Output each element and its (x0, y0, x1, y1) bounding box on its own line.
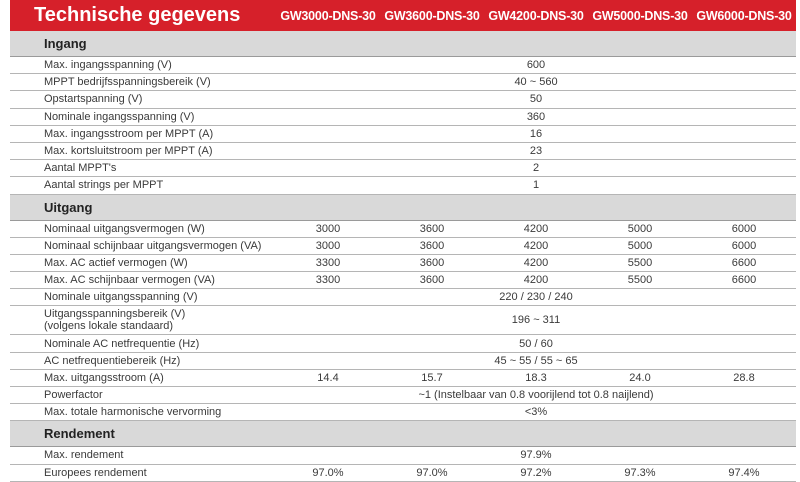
section-header-uitgang (10, 194, 796, 220)
row-value: 97.9% (276, 447, 796, 464)
row-value: 45 ~ 55 / 55 ~ 65 (276, 352, 796, 369)
row-value: 97.3% (588, 464, 692, 481)
table-row (10, 237, 796, 254)
row-value: 3000 (276, 220, 380, 237)
row-label: Aantal strings per MPPT (10, 177, 276, 194)
spec-table (10, 0, 796, 482)
row-value: 4200 (484, 220, 588, 237)
table-row (10, 160, 796, 177)
row-value: 18.3 (484, 369, 588, 386)
row-value: 3600 (380, 220, 484, 237)
table-row (10, 91, 796, 108)
table-row (10, 464, 796, 481)
row-label: Nominale ingangsspanning (V) (10, 108, 276, 125)
row-value: 4200 (484, 237, 588, 254)
table-row (10, 125, 796, 142)
table-row (10, 335, 796, 352)
row-value: 3600 (380, 237, 484, 254)
row-label: Aantal MPPT's (10, 160, 276, 177)
row-label: Nominaal uitgangsvermogen (W) (10, 220, 276, 237)
table-row (10, 289, 796, 306)
model-header: GW3000-DNS-30 (276, 0, 380, 31)
row-label: Opstartspanning (V) (10, 91, 276, 108)
row-value: 14.4 (276, 369, 380, 386)
page-title: Technische gegevens (10, 0, 276, 31)
row-label: Nominaal schijnbaar uitgangsvermogen (VA) (10, 237, 276, 254)
table-row (10, 254, 796, 271)
row-value: 97.0% (276, 464, 380, 481)
row-label: Max. rendement (10, 447, 276, 464)
table-row (10, 272, 796, 289)
section-title: Ingang (10, 31, 796, 57)
model-header: GW3600-DNS-30 (380, 0, 484, 31)
row-value: 5000 (588, 237, 692, 254)
table-row (10, 142, 796, 159)
table-header (10, 0, 796, 31)
row-value: 3300 (276, 254, 380, 271)
table-row (10, 352, 796, 369)
row-value: <3% (276, 404, 796, 421)
model-header: GW4200-DNS-30 (484, 0, 588, 31)
section-title: Uitgang (10, 194, 796, 220)
row-label: Max. ingangsspanning (V) (10, 57, 276, 74)
row-value: 6000 (692, 237, 796, 254)
row-value: 28.8 (692, 369, 796, 386)
row-value: 6600 (692, 272, 796, 289)
table-row (10, 177, 796, 194)
row-value: 97.2% (484, 464, 588, 481)
row-value: 5500 (588, 272, 692, 289)
row-label-line: Uitgangsspanningsbereik (V) (44, 308, 186, 321)
table-row (10, 369, 796, 386)
row-value: ~1 (Instelbaar van 0.8 voorijlend tot 0.8 naijlend) (276, 387, 796, 404)
row-value: 3600 (380, 254, 484, 271)
row-label: MPPT bedrijfsspanningsbereik (V) (10, 74, 276, 91)
row-value: 360 (276, 108, 796, 125)
section-title: Rendement (10, 421, 796, 447)
row-label: Max. AC actief vermogen (W) (10, 254, 276, 271)
table-row (10, 220, 796, 237)
row-label: Powerfactor (10, 387, 276, 404)
row-value: 4200 (484, 254, 588, 271)
table-row (10, 57, 796, 74)
row-value: 4200 (484, 272, 588, 289)
table-row (10, 306, 796, 335)
row-value: 3600 (380, 272, 484, 289)
row-value: 97.4% (692, 464, 796, 481)
model-header: GW6000-DNS-30 (692, 0, 796, 31)
row-value: 15.7 (380, 369, 484, 386)
row-value: 50 (276, 91, 796, 108)
table-row (10, 387, 796, 404)
row-value: 6600 (692, 254, 796, 271)
row-value: 6000 (692, 220, 796, 237)
section-header-rendement (10, 421, 796, 447)
table-row (10, 74, 796, 91)
row-label (10, 306, 276, 335)
row-value: 24.0 (588, 369, 692, 386)
row-value: 3000 (276, 237, 380, 254)
row-value: 5000 (588, 220, 692, 237)
row-label: Max. uitgangsstroom (A) (10, 369, 276, 386)
section-header-ingang (10, 31, 796, 57)
row-value: 50 / 60 (276, 335, 796, 352)
row-label: Europees rendement (10, 464, 276, 481)
row-label: Max. AC schijnbaar vermogen (VA) (10, 272, 276, 289)
table-row (10, 404, 796, 421)
row-value: 23 (276, 142, 796, 159)
row-value: 40 ~ 560 (276, 74, 796, 91)
row-value: 220 / 230 / 240 (276, 289, 796, 306)
row-value: 97.0% (380, 464, 484, 481)
model-header: GW5000-DNS-30 (588, 0, 692, 31)
row-value: 196 ~ 311 (276, 306, 796, 335)
row-value: 2 (276, 160, 796, 177)
table-row (10, 447, 796, 464)
row-value: 1 (276, 177, 796, 194)
row-label: AC netfrequentiebereik (Hz) (10, 352, 276, 369)
table-row (10, 108, 796, 125)
row-label: Nominale AC netfrequentie (Hz) (10, 335, 276, 352)
row-label: Max. ingangsstroom per MPPT (A) (10, 125, 276, 142)
row-label: Max. totale harmonische vervorming (10, 404, 276, 421)
row-label: Nominale uitgangsspanning (V) (10, 289, 276, 306)
row-value: 16 (276, 125, 796, 142)
row-label-note: (volgens lokale standaard) (44, 320, 174, 333)
row-label: Max. kortsluitstroom per MPPT (A) (10, 142, 276, 159)
row-value: 600 (276, 57, 796, 74)
row-value: 5500 (588, 254, 692, 271)
row-value: 3300 (276, 272, 380, 289)
